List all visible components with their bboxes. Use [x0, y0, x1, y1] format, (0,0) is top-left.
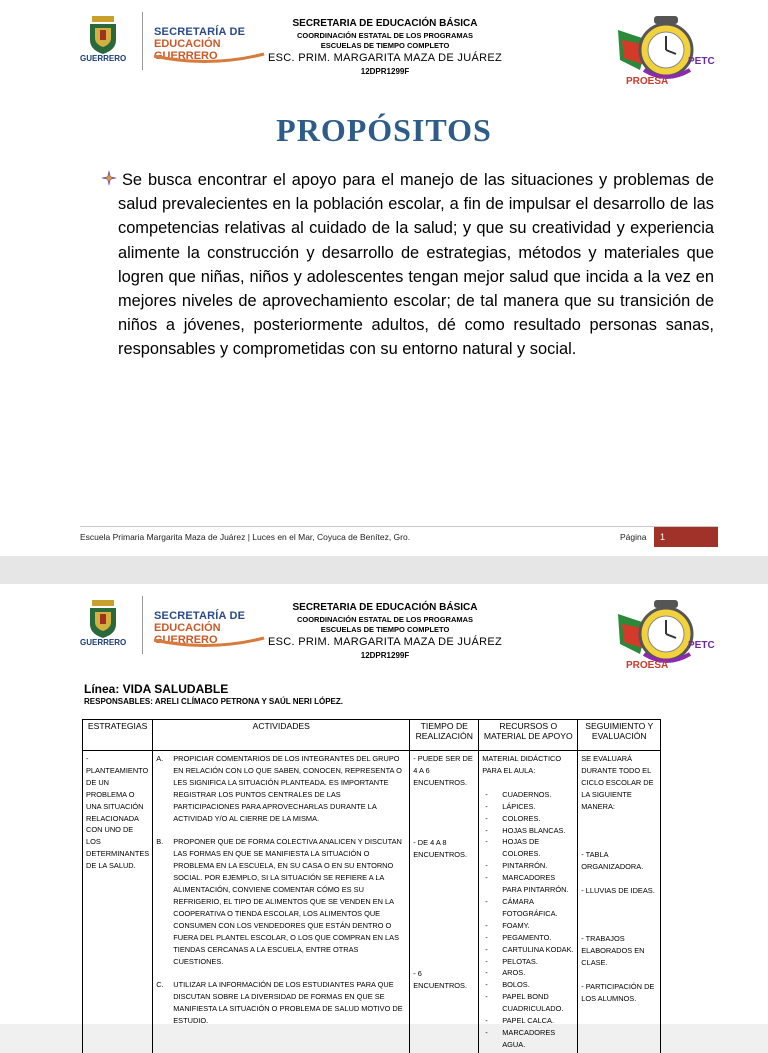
evaluation-entry: - TABLA ORGANIZADORA. [581, 850, 644, 871]
time-cell [410, 751, 479, 1053]
resource-item: - CARTULINA KODAK. [482, 944, 574, 956]
star-bullet-icon [101, 170, 117, 186]
header-school: ESC. PRIM. MARGARITA MAZA DE JUÁREZ [268, 52, 502, 64]
activity-letter: B. [156, 837, 164, 847]
activity-text: PROPONER QUE DE FORMA COLECTIVA ANALICEN Y DISCUTAN LAS FORMAS EN QUE SE MANIFIESTA LA SITUACIÓN O PROBLEMA EN LA ESCUELA, EN SU CASA O EN SU ENTORNO SOCIAL. POR EJEMPLO, SI LA SITUACIÓN SE REFIERE A LA ALIMENTACIÓN, CONVIENE COMENTAR CÓMO ES SU REFRIGERIO, EL TIPO DE ALIMENTOS QUE SE VENDEN EN LA COOPERATIVA O TIENDA ESCOLAR, LOS ALIMENTOS QUE CONSUMEN CON LOS VENDEDORES QUE ESTÁN DENTRO O FUERA DEL PLANTEL ESCOLAR, O LOS QUE COMPRAN EN LAS TIENDAS CERCANAS A LA ESCUELA, ENTRE OTRAS CUESTIONES. [173, 837, 402, 966]
secretaria-logo [78, 12, 258, 74]
petc-proesa-logo-icon [618, 10, 718, 88]
resource-item: - AROS. [482, 967, 574, 979]
header-line3: ESCUELAS DE TIEMPO COMPLETO [320, 625, 450, 634]
resource-item: - MARCADORES PARA PINTARRÓN. [482, 872, 574, 896]
resource-item: - PELOTAS. [482, 956, 574, 968]
header-line2: COORDINACIÓN ESTATAL DE LOS PROGRAMAS [296, 615, 474, 624]
logo-text-line1: SECRETARÍA DE [154, 26, 246, 38]
activity-letter: C. [156, 980, 164, 990]
header-seguimiento: SEGUIMIENTO Y EVALUACIÓN [578, 720, 661, 751]
activity-text: PROPICIAR COMENTARIOS DE LOS INTEGRANTES DEL GRUPO EN RELACIÓN CON LO QUE SABEN, CONOCEN, REPRESENTA O LES SIGNIFICA LA SITUACIÓN PLANTEADA. ES IMPORTANTE REGISTRAR LOS PUNTOS CENTRALES DE LAS PARTICIPACIONES PARA APROVECHARLAS DURANTE LA ACTIVIDAD Y/O AL CIERRE DE LA MISMA. [173, 754, 402, 823]
page-header [0, 0, 768, 100]
resource-item: - CÁMARA FOTOGRÁFICA. [482, 896, 574, 920]
page-title: PROPÓSITOS [276, 112, 492, 148]
footer-page-number: 1 [654, 527, 718, 547]
paragraph-line: Se busca encontrar el apoyo para el manejo de las situaciones y problemas [122, 171, 690, 189]
resource-item: - HOJAS DE COLORES. [482, 836, 574, 860]
header-line2: COORDINACIÓN ESTATAL DE LOS PROGRAMAS [296, 31, 474, 40]
page-footer [80, 526, 718, 547]
header-estrategias: ESTRATEGIAS [83, 720, 153, 751]
resource-item: - MARCADORES AGUA. [482, 1027, 574, 1051]
activities-cell [153, 751, 410, 1053]
header-text [240, 602, 530, 660]
activity-item [156, 753, 406, 824]
header-code: 12DPR1299F [360, 67, 410, 76]
page-header [0, 584, 768, 684]
paragraph-line: de salud prevalecientes en la población escolar, a fin de impulsar el [118, 171, 714, 214]
header-recursos: RECURSOS O MATERIAL DE APOYO [479, 720, 578, 751]
paragraph-line: responsables y comprometidas con su entorno natural y social. [118, 340, 577, 359]
logo-text-line2: EDUCACIÓN GUERRERO [154, 622, 221, 646]
responsables: RESPONSABLES: ARELI CLÍMACO PETRONA Y SAÚL NERI LÓPEZ. [84, 697, 343, 706]
activity-item [156, 836, 406, 967]
document-page-2 [0, 584, 768, 1049]
resource-item: - PAPEL BOND CUADRICULADO. [482, 991, 574, 1015]
evaluation-cell [578, 751, 661, 1053]
time-entry: - 6 ENCUENTROS. [413, 969, 468, 990]
header-actividades: ACTIVIDADES [153, 720, 410, 751]
logo-divider [142, 596, 143, 654]
paragraph-line: adolescentes tengan mejor salud que incida a la vez en mejores niveles de [118, 267, 714, 311]
purpose-paragraph [118, 168, 714, 362]
evaluation-entry: - TRABAJOS ELABORADOS EN CLASE. [581, 934, 645, 967]
paragraph-line: desarrollo de las competencias relativas al cuidado de la salud; y que su [118, 195, 714, 238]
petc-label: PETC [688, 640, 715, 651]
resources-heading: MATERIAL DIDÁCTICO PARA EL AULA: [482, 754, 562, 775]
paragraph-line: creatividad y experiencia alimente la construcción y desarrollo de [118, 219, 714, 262]
resource-item: - PEGAMENTO. [482, 932, 574, 944]
logo-text-line1: SECRETARÍA DE [154, 610, 246, 622]
strategy-cell: - PLANTEAMIENTO DE UN PROBLEMA O UNA SITUACIÓN RELACIONADA CON UNO DE LOS DETERMINANTES DE LA SALUD. [83, 751, 153, 1053]
activity-item [156, 979, 406, 1027]
line-title: Línea: VIDA SALUDABLE [84, 682, 229, 696]
logo-divider [142, 12, 143, 70]
petc-proesa-logo-icon [618, 594, 718, 672]
resource-item: - HOJAS BLANCAS. [482, 825, 574, 837]
header-line1: SECRETARIA DE EDUCACIÓN BÁSICA [292, 602, 478, 613]
table-row [83, 751, 661, 1053]
activity-text: UTILIZAR LA INFORMACIÓN DE LOS ESTUDIANTES PARA QUE DISCUTAN SOBRE LA DIVERSIDAD DE FORMAS EN QUE SE MANIFIESTA LA SITUACIÓN O PROBLEMA DE SALUD MOTIVO DE ESTUDIO. [173, 980, 403, 1026]
footer-page-label: Página [620, 532, 647, 542]
time-entry: - DE 4 A 8 ENCUENTROS. [413, 838, 468, 859]
seal-caption: GUERRERO [80, 54, 127, 63]
footer-school-address: Escuela Primaria Margarita Maza de Juárez | Luces en el Mar, Coyuca de Benítez, Gro. [80, 532, 411, 542]
activities-table [82, 719, 661, 1053]
resource-item: - CUADERNOS. [482, 789, 574, 801]
resource-item: - PINTARRÓN. [482, 860, 574, 872]
activity-letter: A. [156, 754, 164, 763]
resource-item: - BOLOS. [482, 979, 574, 991]
guerrero-seal-icon [78, 12, 128, 72]
evaluation-entry: - LLUVIAS DE IDEAS. [581, 886, 655, 895]
header-tiempo: TIEMPO DE REALIZACIÓN [410, 720, 479, 751]
resources-cell [479, 751, 578, 1053]
resource-item: - COLORES. [482, 813, 574, 825]
resource-item: - PAPEL CALCA. [482, 1015, 574, 1027]
time-entry: - PUEDE SER DE 4 A 6 ENCUENTROS. [413, 754, 473, 787]
seal-caption: GUERRERO [80, 638, 127, 647]
petc-label: PETC [688, 56, 715, 67]
resource-item: - LÁPICES. [482, 801, 574, 813]
logo-text-line2: EDUCACIÓN GUERRERO [154, 38, 221, 62]
header-text [240, 18, 530, 76]
page-gap [0, 556, 768, 584]
paragraph-line: aprovechamiento escolar; de tal manera que su transición de niños a [118, 292, 714, 335]
resource-item: - FOAMY. [482, 920, 574, 932]
header-school: ESC. PRIM. MARGARITA MAZA DE JUÁREZ [268, 636, 502, 648]
paragraph-line: estrategias, métodos y materiales que logren que niñas, niños y [118, 243, 714, 286]
evaluation-entry: - PARTICIPACIÓN DE LOS ALUMNOS. [581, 982, 655, 1003]
header-code: 12DPR1299F [360, 651, 410, 660]
proesa-label: PROESA [626, 76, 669, 87]
header-line1: SECRETARIA DE EDUCACIÓN BÁSICA [292, 18, 478, 29]
paragraph-line: jóvenes, posteriormente adultos, dé como resultado personas sanas, [183, 316, 714, 335]
header-line3: ESCUELAS DE TIEMPO COMPLETO [320, 41, 450, 50]
guerrero-seal-icon [78, 596, 128, 656]
evaluation-entry: SE EVALUARÁ DURANTE TODO EL CICLO ESCOLAR DE LA SIGUIENTE MANERA: [581, 754, 654, 811]
secretaria-logo [78, 596, 258, 658]
proesa-label: PROESA [626, 660, 669, 671]
